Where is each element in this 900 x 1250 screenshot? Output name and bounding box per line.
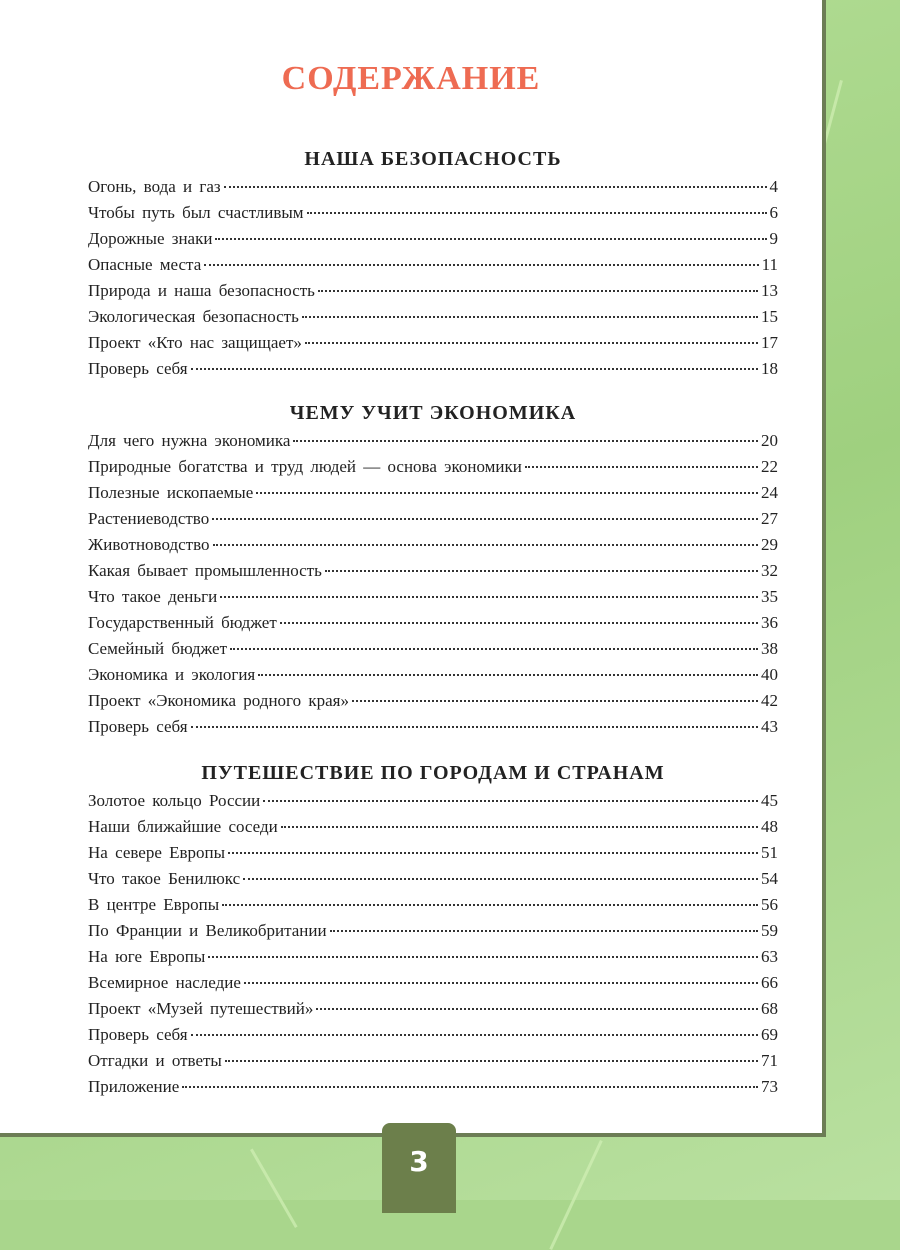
dot-leader <box>244 982 758 984</box>
dot-leader <box>222 904 758 906</box>
dot-leader <box>213 544 759 546</box>
toc-entry[interactable] <box>88 281 778 307</box>
entry-page: 11 <box>761 255 778 274</box>
entry-title: Что такое Бенилюкс <box>88 869 241 888</box>
dot-leader <box>305 342 758 344</box>
entry-title: Проект «Музей путешествий» <box>88 999 314 1018</box>
section-heading: ПУТЕШЕСТВИЕ ПО ГОРОДАМ И СТРАНАМ <box>201 762 665 784</box>
entry-title: Проверь себя <box>88 717 188 736</box>
section-heading: ЧЕМУ УЧИТ ЭКОНОМИКА <box>289 402 577 424</box>
dot-leader <box>258 674 758 676</box>
toc-entry[interactable] <box>88 535 778 561</box>
dot-leader <box>228 852 758 854</box>
entry-page: 56 <box>761 895 778 914</box>
entry-page: 42 <box>761 691 778 710</box>
entry-title: Какая бывает промышленность <box>88 561 322 580</box>
entry-page: 54 <box>761 869 778 888</box>
toc-entry[interactable] <box>88 587 778 613</box>
dot-leader <box>191 726 758 728</box>
entry-title: По Франции и Великобритании <box>88 921 327 940</box>
dot-leader <box>302 316 758 318</box>
toc-entry[interactable] <box>88 1077 778 1103</box>
entry-title: Отгадки и ответы <box>88 1051 222 1070</box>
toc-entry[interactable] <box>88 665 778 691</box>
entry-title: Опасные места <box>88 255 202 274</box>
entry-page: 68 <box>761 999 778 1018</box>
toc-entry[interactable] <box>88 1051 778 1077</box>
dot-leader <box>352 700 758 702</box>
dot-leader <box>208 956 758 958</box>
entry-page: 18 <box>761 359 778 378</box>
dot-leader <box>191 368 758 370</box>
dot-leader <box>212 518 758 520</box>
toc-entry[interactable] <box>88 255 778 281</box>
toc-entry[interactable] <box>88 921 778 947</box>
toc-entry[interactable] <box>88 203 778 229</box>
toc-entry[interactable] <box>88 457 778 483</box>
entry-title: Дорожные знаки <box>88 229 213 248</box>
toc-entry[interactable] <box>88 843 778 869</box>
entry-page: 43 <box>761 717 778 736</box>
entry-title: Экологическая безопасность <box>88 307 299 326</box>
dot-leader <box>215 238 766 240</box>
entry-page: 45 <box>761 791 778 810</box>
section-heading: НАША БЕЗОПАСНОСТЬ <box>304 148 562 170</box>
toc-entry[interactable] <box>88 561 778 587</box>
toc-entry[interactable] <box>88 333 778 359</box>
entry-title: В центре Европы <box>88 895 220 914</box>
dot-leader <box>281 826 758 828</box>
toc-entry[interactable] <box>88 973 778 999</box>
dot-leader <box>220 596 758 598</box>
dot-leader <box>316 1008 758 1010</box>
entry-page: 22 <box>761 457 778 476</box>
entry-page: 59 <box>761 921 778 940</box>
entry-title: Золотое кольцо России <box>88 791 261 810</box>
toc-entry[interactable] <box>88 1025 778 1051</box>
toc-entry[interactable] <box>88 791 778 817</box>
toc-entry[interactable] <box>88 895 778 921</box>
entry-page: 69 <box>761 1025 778 1044</box>
entry-page: 32 <box>761 561 778 580</box>
entry-title: Природа и наша безопасность <box>88 281 315 300</box>
toc-entry[interactable] <box>88 717 778 743</box>
entry-title: На юге Европы <box>88 947 206 966</box>
entry-title: Полезные ископаемые <box>88 483 254 502</box>
entry-page: 48 <box>761 817 778 836</box>
entry-page: 13 <box>761 281 778 300</box>
dot-leader <box>318 290 758 292</box>
entry-page: 73 <box>761 1077 778 1096</box>
entry-page: 40 <box>761 665 778 684</box>
entry-page: 17 <box>761 333 778 352</box>
toc-entry[interactable] <box>88 691 778 717</box>
dot-leader <box>256 492 758 494</box>
toc-entry[interactable] <box>88 639 778 665</box>
dot-leader <box>225 1060 758 1062</box>
toc-entry[interactable] <box>88 509 778 535</box>
entry-page: 27 <box>761 509 778 528</box>
entry-page: 35 <box>761 587 778 606</box>
page-title: СОДЕРЖАНИЕ <box>281 60 541 97</box>
entry-page: 4 <box>769 177 778 196</box>
entry-page: 71 <box>761 1051 778 1070</box>
dot-leader <box>280 622 758 624</box>
page-number: 3 <box>409 1145 429 1178</box>
entry-page: 15 <box>761 307 778 326</box>
toc-entry[interactable] <box>88 229 778 255</box>
dot-leader <box>293 440 758 442</box>
dot-leader <box>263 800 758 802</box>
entry-title: Экономика и экология <box>88 665 256 684</box>
entry-title: Проект «Кто нас защищает» <box>88 333 302 352</box>
entry-title: Природные богатства и труд людей — основа экономики <box>88 457 522 476</box>
entry-page: 51 <box>761 843 778 862</box>
entry-title: Проверь себя <box>88 359 188 378</box>
dot-leader <box>325 570 758 572</box>
toc-entry[interactable] <box>88 307 778 333</box>
entry-page: 29 <box>761 535 778 554</box>
entry-title: Наши ближайшие соседи <box>88 817 278 836</box>
dot-leader <box>525 466 758 468</box>
entry-title: На севере Европы <box>88 843 226 862</box>
dot-leader <box>191 1034 758 1036</box>
entry-title: Проект «Экономика родного края» <box>88 691 349 710</box>
dot-leader <box>243 878 758 880</box>
dot-leader <box>330 930 758 932</box>
entry-page: 9 <box>769 229 778 248</box>
toc-entry[interactable] <box>88 817 778 843</box>
entry-title: Животноводство <box>88 535 210 554</box>
entry-title: Приложение <box>88 1077 180 1096</box>
entry-page: 36 <box>761 613 778 632</box>
toc-entry[interactable] <box>88 483 778 509</box>
dot-leader <box>182 1086 758 1088</box>
dot-leader <box>224 186 767 188</box>
dot-leader <box>307 212 767 214</box>
entry-page: 66 <box>761 973 778 992</box>
toc-entry[interactable] <box>88 999 778 1025</box>
entry-page: 24 <box>761 483 778 502</box>
entry-title: Огонь, вода и газ <box>88 177 221 196</box>
entry-title: Растениеводство <box>88 509 210 528</box>
dot-leader <box>230 648 758 650</box>
entry-page: 63 <box>761 947 778 966</box>
toc-entry[interactable] <box>88 869 778 895</box>
toc-entry[interactable] <box>88 613 778 639</box>
entry-page: 38 <box>761 639 778 658</box>
entry-title: Что такое деньги <box>88 587 218 606</box>
dot-leader <box>204 264 758 266</box>
toc-entry[interactable] <box>88 431 778 457</box>
entry-title: Проверь себя <box>88 1025 188 1044</box>
toc-entry[interactable] <box>88 947 778 973</box>
entry-page: 6 <box>769 203 778 222</box>
entry-title: Государственный бюджет <box>88 613 277 632</box>
entry-title: Всемирное наследие <box>88 973 241 992</box>
entry-title: Для чего нужна экономика <box>88 431 291 450</box>
entry-title: Чтобы путь был счастливым <box>88 203 304 222</box>
entry-page: 20 <box>761 431 778 450</box>
toc-entry[interactable] <box>88 359 778 385</box>
entry-title: Семейный бюджет <box>88 639 227 658</box>
toc-entry[interactable] <box>88 177 778 203</box>
